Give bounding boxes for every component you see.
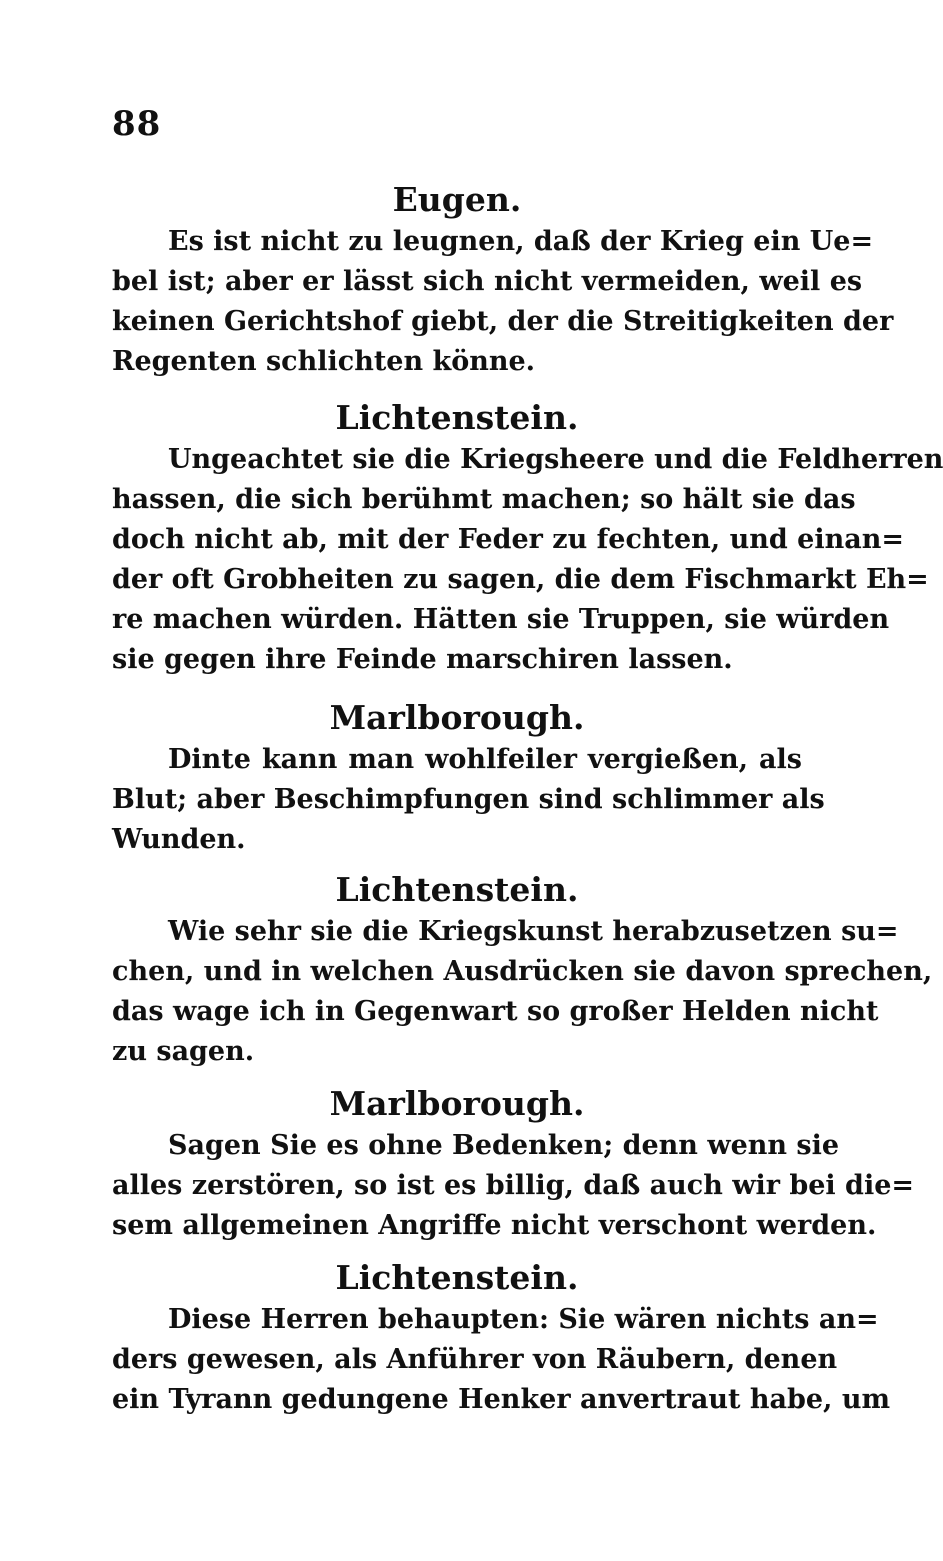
text-line: das wage ich in Gegenwart so großer Helden nicht [112,996,879,1027]
dialogue-section [112,868,933,1072]
speaker-name: Lichtenstein. [335,870,579,909]
dialogue-section [112,396,943,680]
text-line: der oft Grobheiten zu sagen, die dem Fischmarkt Eh= [112,564,929,595]
text-line: ein Tyrann gedungene Henker anvertraut habe, um [112,1384,891,1415]
text-line: keinen Gerichtshof giebt, der die Streitigkeiten der [112,306,894,337]
text-line: Regenten schlichten könne. [112,346,536,377]
text-line: Dinte kann man wohlfeiler vergießen, als [168,744,802,775]
text-line: re machen würden. Hätten sie Truppen, sie würden [112,604,890,635]
text-line: Es ist nicht zu leugnen, daß der Krieg ein Ue= [168,226,874,257]
text-line: bel ist; aber er lässt sich nicht vermeiden, weil es [112,266,863,297]
text-line: Diese Herren behaupten: Sie wären nichts an= [168,1304,879,1335]
dialogue-section [112,178,894,382]
dialogue-section [112,1256,891,1420]
text-line: sie gegen ihre Feinde marschiren lassen. [112,644,733,675]
text-line: doch nicht ab, mit der Feder zu fechten, und einan= [112,524,904,555]
text-line: Blut; aber Beschimpfungen sind schlimmer als [112,784,825,815]
text-line: Wunden. [112,824,246,855]
speaker-name: Lichtenstein. [335,1258,579,1297]
dialogue-section [112,696,825,860]
page-number: 88 [112,104,162,144]
dialogue-section [112,1082,914,1246]
speaker-name: Lichtenstein. [335,398,579,437]
text-line: chen, und in welchen Ausdrücken sie davon sprechen, [112,956,933,987]
speaker-name: Marlborough. [329,698,585,737]
speaker-name: Eugen. [392,180,522,219]
text-line: ders gewesen, als Anführer von Räubern, denen [112,1344,838,1375]
text-line: alles zerstören, so ist es billig, daß auch wir bei die= [112,1170,914,1201]
text-line: sem allgemeinen Angriffe nicht verschont werden. [112,1210,877,1241]
text-line: hassen, die sich berühmt machen; so hält sie das [112,484,856,515]
text-line: Ungeachtet sie die Kriegsheere und die Feldherren [168,444,943,475]
text-line: zu sagen. [112,1036,255,1067]
speaker-name: Marlborough. [329,1084,585,1123]
text-line: Sagen Sie es ohne Bedenken; denn wenn sie [168,1130,840,1161]
text-line: Wie sehr sie die Kriegskunst herabzusetzen su= [168,916,899,947]
